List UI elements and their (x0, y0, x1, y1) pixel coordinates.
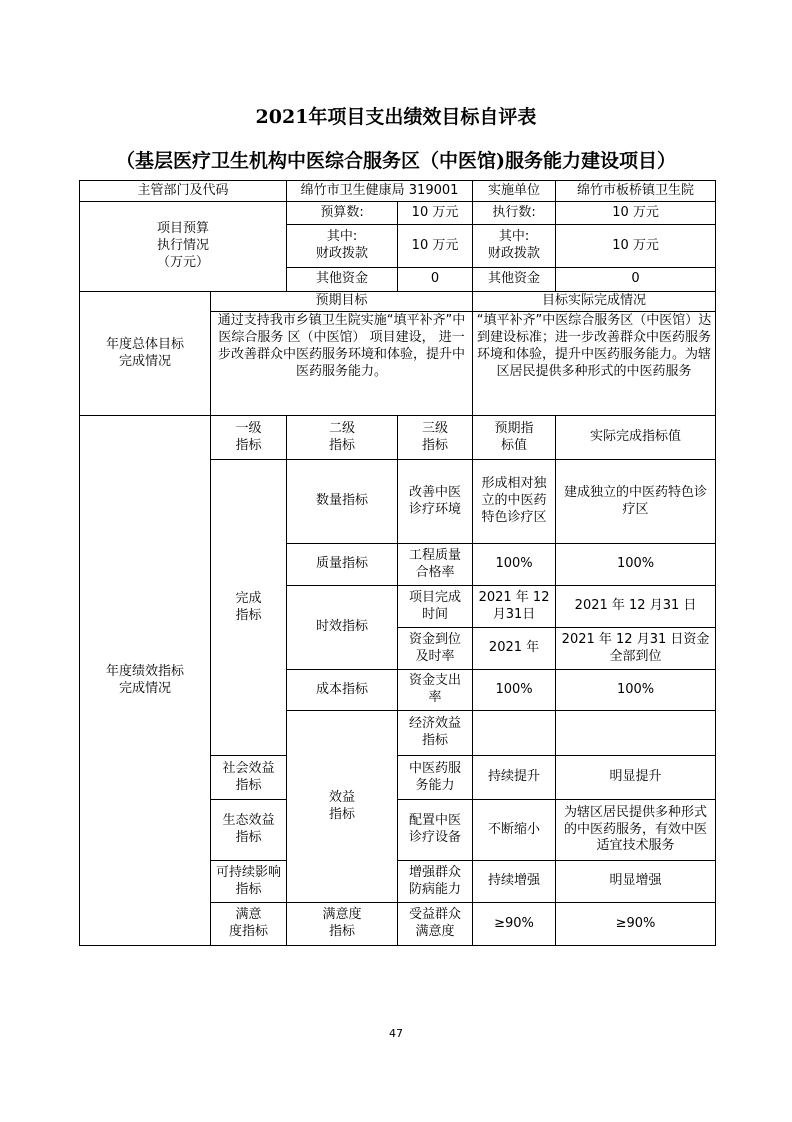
timeliness-a-actual: 2021 年 12 月31 日 (556, 586, 716, 628)
sustainable-l2-2: 指标 (235, 881, 262, 897)
col-level3-header-2: 指标 (422, 437, 449, 453)
budget-amount-value: 10 万元 (398, 202, 473, 225)
ecological-l3-1: 配置中医 (409, 813, 462, 829)
col-expected-header-2: 标值 (501, 437, 528, 453)
annual-goal-label-1: 年度总体目标 (105, 336, 184, 352)
quality-l3-2: 合格率 (415, 564, 455, 580)
timeliness-b-l3 (398, 628, 473, 670)
quantity-actual: 建成独立的中医药特色诊疗区 (556, 460, 716, 544)
quality-l2: 质量指标 (287, 544, 398, 586)
timeliness-b-expected: 2021 年 (473, 628, 556, 670)
col-level3-header-1: 三级 (422, 420, 449, 436)
sustainable-l3 (398, 861, 473, 903)
impl-label: 实施单位 (473, 181, 556, 202)
fin-exec-label-1: 其中: (498, 229, 530, 245)
quality-expected: 100% (473, 544, 556, 586)
other-exec-value: 0 (556, 268, 716, 292)
fin-exec-value: 10 万元 (556, 225, 716, 268)
quantity-expected: 形成相对独立的中医药特色诊疗区 (473, 460, 556, 544)
ecological-l2 (211, 800, 287, 861)
ecological-l2-1: 生态效益 (222, 813, 275, 829)
col-expected-header (473, 416, 556, 460)
indicators-section-label-1: 年度绩效指标 (105, 663, 184, 679)
fin-budget-label-2: 财政拨款 (316, 246, 369, 261)
exec-amount-label: 执行数: (473, 202, 556, 225)
expected-goal-header: 预期目标 (211, 292, 473, 312)
social-l3-1: 中医药服 (409, 760, 462, 776)
economic-l3 (473, 711, 556, 756)
budget-label-line2: 执行情况 (157, 238, 210, 254)
annual-goal-label-2: 完成情况 (118, 353, 171, 369)
quantity-l3-2: 诊疗环境 (409, 501, 462, 517)
sustainable-l3-2: 防病能力 (409, 881, 462, 897)
sustainable-l3-1: 增强群众 (409, 864, 462, 880)
social-l2 (211, 756, 287, 800)
satisfaction-l2-2: 指标 (329, 924, 356, 939)
completion-indicator-label (211, 460, 287, 756)
social-l2-1: 社会效益 (222, 760, 275, 776)
timeliness-b-actual: 2021 年 12 月31 日资金全部到位 (556, 628, 716, 670)
fin-budget-label (287, 225, 398, 268)
satisfaction-label-2: 度指标 (229, 924, 269, 939)
col-level1-header-2: 指标 (235, 437, 262, 453)
ecological-actual: 为辖区居民提供多种形式的中医药服务，有效中医适宜技术服务 (556, 800, 716, 861)
annual-goal-label (80, 292, 211, 416)
benefit-label-1: 效益 (329, 789, 356, 805)
sustainable-expected: 持续增强 (473, 861, 556, 903)
satisfaction-l3-1: 受益群众 (409, 907, 462, 923)
satisfaction-indicator-label (211, 903, 287, 946)
timeliness-a-l3 (398, 586, 473, 628)
economic-expected (556, 711, 716, 756)
fin-exec-label (473, 225, 556, 268)
timeliness-a-l3-1: 项目完成 (409, 589, 462, 605)
completion-label-1: 完成 (235, 590, 262, 606)
page-number: 47 (389, 1027, 403, 1040)
quantity-l2: 数量指标 (287, 460, 398, 544)
ecological-l2-2: 指标 (235, 830, 262, 845)
page-subtitle: （基层医疗卫生机构中医综合服务区（中医馆)服务能力建设项目） (116, 150, 676, 172)
timeliness-b-l3-1: 资金到位 (409, 631, 462, 647)
dept-value: 绵竹市卫生健康局 319001 (287, 181, 473, 202)
quality-l3-1: 工程质量 (409, 547, 462, 563)
fin-budget-value: 10 万元 (398, 225, 473, 268)
col-expected-header-1: 预期指 (494, 420, 534, 436)
col-level3-header (398, 416, 473, 460)
cost-actual: 100% (556, 670, 716, 711)
quality-l3 (398, 544, 473, 586)
col-level1-header-1: 一级 (235, 420, 262, 436)
satisfaction-l2-1: 满意度 (322, 907, 362, 923)
benefit-label-2: 指标 (329, 806, 356, 822)
sustainable-l2 (211, 861, 287, 903)
satisfaction-l3 (398, 903, 473, 946)
quantity-l3 (398, 460, 473, 544)
indicators-section-label (80, 416, 211, 946)
evaluation-table (79, 180, 716, 946)
quality-actual: 100% (556, 544, 716, 586)
cost-l3-1: 资金支出 (409, 673, 462, 689)
completion-label-2: 指标 (235, 607, 262, 623)
ecological-l3 (398, 800, 473, 861)
page-title: 2021年项目支出绩效目标自评表 (255, 106, 537, 128)
exec-amount-value: 10 万元 (556, 202, 716, 225)
satisfaction-l3-2: 满意度 (415, 924, 455, 939)
budget-amount-label: 预算数: (287, 202, 398, 225)
social-l2-2: 指标 (235, 777, 262, 793)
col-level2-header (287, 416, 398, 460)
social-actual: 明显提升 (556, 756, 716, 800)
cost-l3 (398, 670, 473, 711)
timeliness-a-l3-2: 时间 (422, 606, 449, 622)
cost-l2: 成本指标 (287, 670, 398, 711)
actual-goal-header: 目标实际完成情况 (473, 292, 716, 312)
sustainable-l2-1: 可持续影响 (216, 864, 282, 880)
benefit-indicator-label (287, 711, 398, 903)
social-expected: 持续提升 (473, 756, 556, 800)
fin-budget-label-1: 其中: (326, 229, 358, 245)
ecological-l3-2: 诊疗设备 (409, 830, 462, 845)
fin-exec-label-2: 财政拨款 (488, 246, 541, 261)
economic-l2-1: 经济效益 (409, 716, 462, 732)
other-exec-label: 其他资金 (473, 268, 556, 292)
timeliness-l2: 时效指标 (287, 586, 398, 670)
satisfaction-l2 (287, 903, 398, 946)
dept-label: 主管部门及代码 (80, 181, 287, 202)
impl-value: 绵竹市板桥镇卫生院 (556, 181, 716, 202)
social-l3 (398, 756, 473, 800)
timeliness-b-l3-2: 及时率 (415, 648, 455, 664)
other-budget-label: 其他资金 (287, 268, 398, 292)
budget-label-line1: 项目预算 (157, 221, 210, 237)
satisfaction-expected: ≥90% (473, 903, 556, 946)
ecological-expected: 不断缩小 (473, 800, 556, 861)
sustainable-actual: 明显增强 (556, 861, 716, 903)
economic-l2 (398, 711, 473, 756)
actual-goal-text: “填平补齐”中医综合服务区（中医馆）达到建设标准；进一步改善群众中医药服务环境和体验，提升中医药服务能力。为辖区居民提供多种形式的中医药服务 (473, 312, 716, 416)
col-level2-header-2: 指标 (329, 437, 356, 453)
budget-label-line3: （万元） (157, 254, 210, 270)
expected-goal-text: 通过支持我市乡镇卫生院实施“填平补齐”中医综合服务 区（中医馆） 项目建设， 进一步改善群众中医药服务环境和体验，提升中医药服务能力。 (211, 312, 473, 416)
cost-l3-2: 率 (428, 690, 442, 705)
col-level1-header (211, 416, 287, 460)
satisfaction-actual: ≥90% (556, 903, 716, 946)
col-actual-header: 实际完成指标值 (556, 416, 716, 460)
economic-l2-2: 指标 (422, 733, 449, 748)
timeliness-a-expected: 2021 年 12 月31日 (473, 586, 556, 628)
indicators-section-label-2: 完成情况 (118, 680, 171, 696)
col-level2-header-1: 二级 (329, 420, 356, 436)
budget-label (80, 202, 287, 292)
satisfaction-label-1: 满意 (235, 907, 262, 923)
cost-expected: 100% (473, 670, 556, 711)
quantity-l3-1: 改善中医 (409, 484, 462, 500)
other-budget-value: 0 (398, 268, 473, 292)
social-l3-2: 务能力 (415, 777, 455, 793)
